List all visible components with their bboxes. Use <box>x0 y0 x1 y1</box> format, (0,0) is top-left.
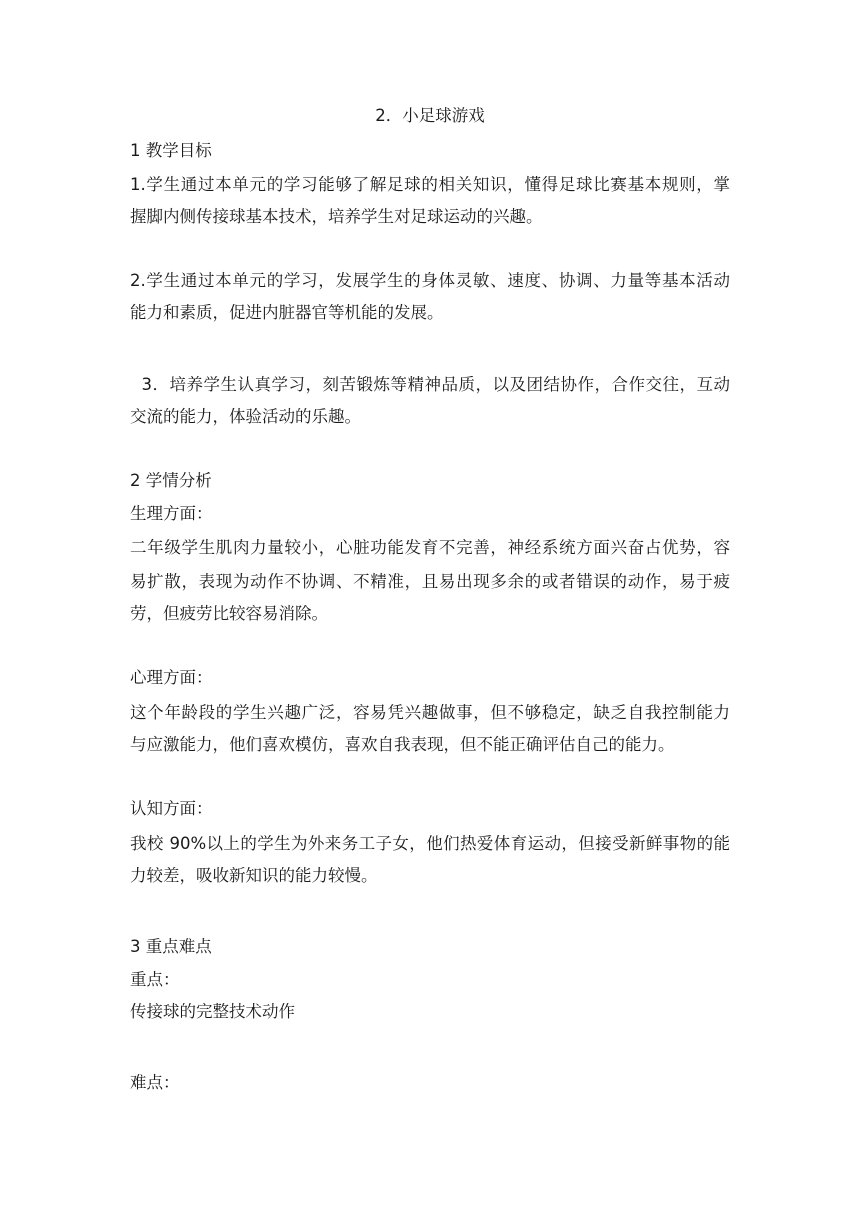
paragraph-line: 传接球的完整技术动作 <box>130 1002 295 1021</box>
subheading-difficult-point: 难点： <box>130 1073 180 1092</box>
paragraph-line: 1.学生通过本单元的学习能够了解足球的相关知识，懂得足球比赛基本规则，掌 <box>130 175 730 194</box>
subheading-physiology: 生理方面： <box>130 504 213 523</box>
subheading-cognition: 认知方面： <box>130 799 213 818</box>
section-heading-learner-analysis: 2 学情分析 <box>130 471 212 490</box>
paragraph-line: 交流的能力，体验活动的乐趣。 <box>130 407 361 426</box>
paragraph-line: 能力和素质，促进内脏器官等机能的发展。 <box>130 303 444 322</box>
subheading-psychology: 心理方面： <box>130 668 213 687</box>
paragraph-line: 力较差，吸收新知识的能力较慢。 <box>130 866 378 885</box>
paragraph-line: 劳，但疲劳比较容易消除。 <box>130 604 328 623</box>
paragraph-line: 与应激能力，他们喜欢模仿，喜欢自我表现，但不能正确评估自己的能力。 <box>130 735 675 754</box>
paragraph-line: 2.学生通过本单元的学习，发展学生的身体灵敏、速度、协调、力量等基本活动 <box>130 271 730 290</box>
document-title: 2．小足球游戏 <box>375 106 485 125</box>
subheading-key-point: 重点： <box>130 970 180 989</box>
paragraph-line: 握脚内侧传接球基本技术，培养学生对足球运动的兴趣。 <box>130 207 543 226</box>
paragraph-line: 3．培养学生认真学习，刻苦锻炼等精神品质，以及团结协作，合作交往，互动 <box>130 375 730 394</box>
paragraph-line: 易扩散，表现为动作不协调、不精准，且易出现多余的或者错误的动作，易于疲 <box>130 572 730 591</box>
paragraph-line: 这个年龄段的学生兴趣广泛，容易凭兴趣做事，但不够稳定，缺乏自我控制能力 <box>130 703 730 722</box>
section-heading-key-points: 3 重点难点 <box>130 937 212 956</box>
paragraph-line: 二年级学生肌肉力量较小，心脏功能发育不完善，神经系统方面兴奋占优势，容 <box>130 538 730 557</box>
section-heading-teaching-goals: 1 教学目标 <box>130 141 212 160</box>
paragraph-line: 我校 90%以上的学生为外来务工子女，他们热爱体育运动，但接受新鲜事物的能 <box>130 834 730 853</box>
